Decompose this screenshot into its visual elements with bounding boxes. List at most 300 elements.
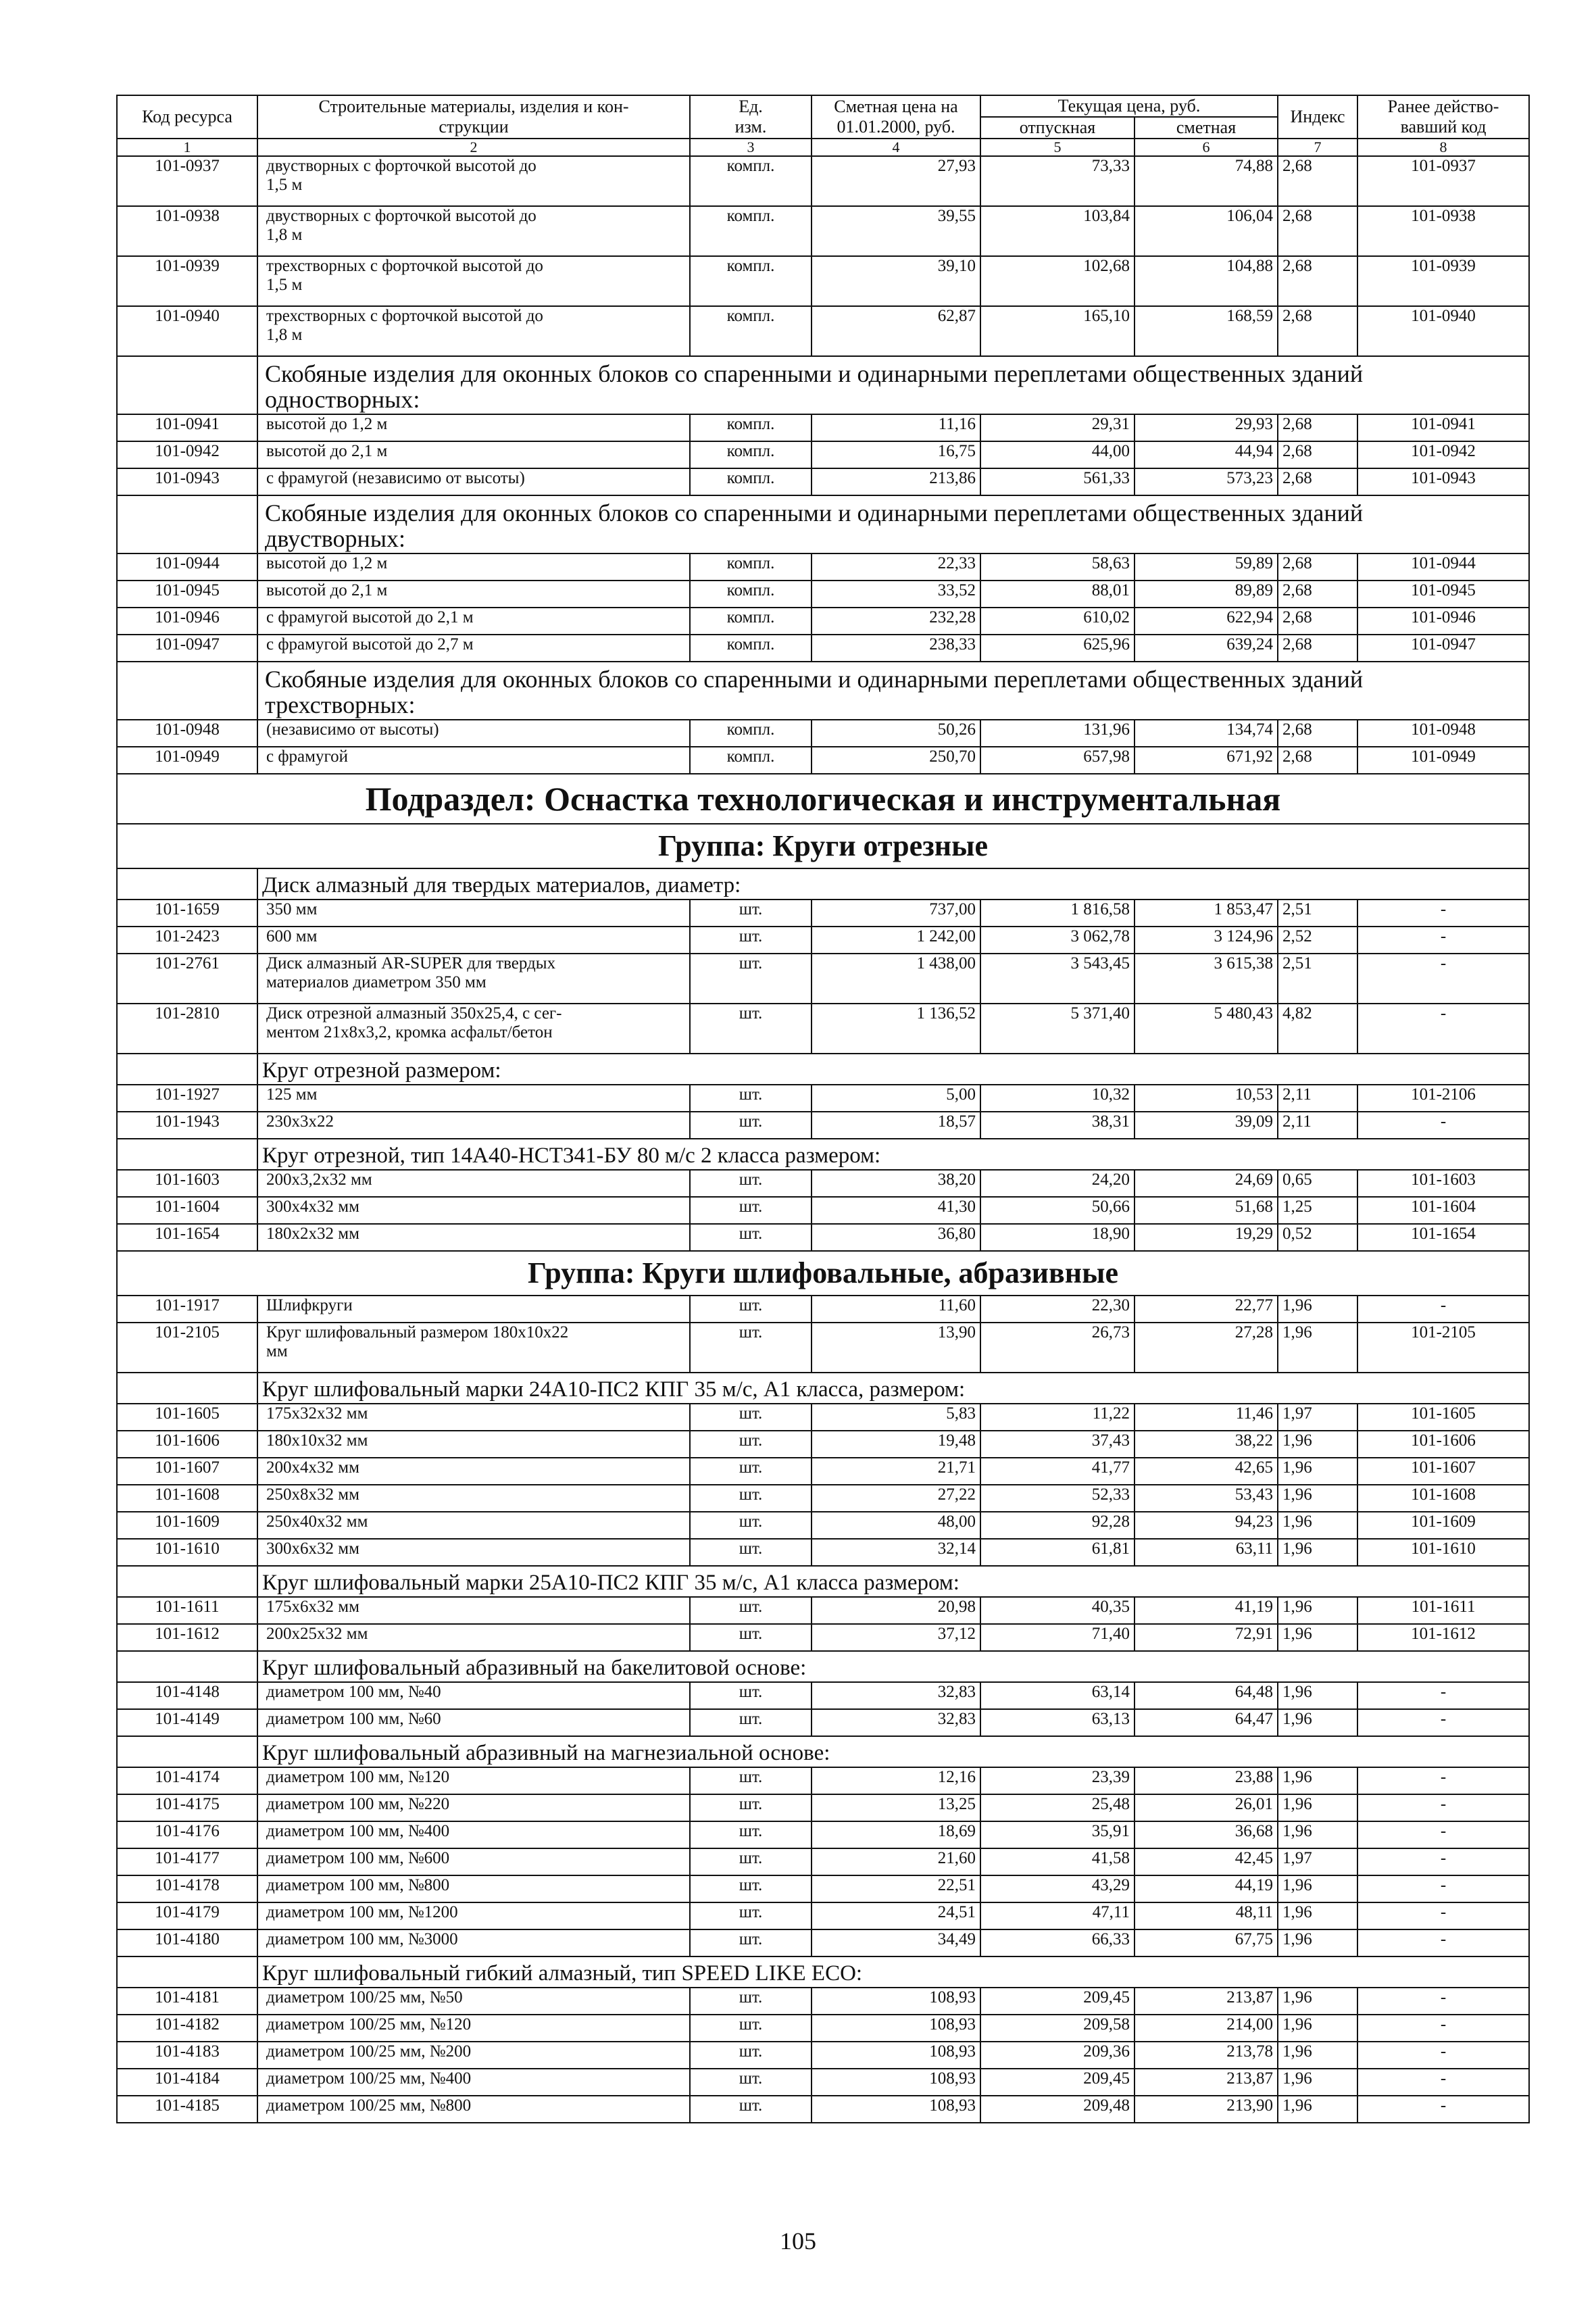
unit: шт. — [690, 2042, 812, 2069]
unit: шт. — [690, 954, 812, 1004]
previous-code: - — [1357, 927, 1529, 954]
release-price: 73,33 — [980, 156, 1134, 206]
estimate-price: 32,83 — [812, 1682, 980, 1709]
resource-code: 101-2105 — [117, 1323, 257, 1373]
smeta-price: 51,68 — [1134, 1197, 1278, 1224]
release-price: 11,22 — [980, 1404, 1134, 1431]
unit: шт. — [690, 1485, 812, 1512]
release-price: 66,33 — [980, 1929, 1134, 1956]
price-index: 2,68 — [1278, 206, 1357, 256]
unit: шт. — [690, 1682, 812, 1709]
smeta-price: 213,87 — [1134, 2069, 1278, 2096]
subgroup-title: Диск алмазный для твердых материалов, диаметр: — [257, 868, 1529, 900]
resource-code: 101-4184 — [117, 2069, 257, 2096]
smeta-price: 72,91 — [1134, 1624, 1278, 1651]
release-price: 92,28 — [980, 1512, 1134, 1539]
smeta-price: 67,75 — [1134, 1929, 1278, 1956]
caption-spacer — [117, 1139, 257, 1170]
resource-name-line: диаметром 100 мм, №600 — [266, 1849, 450, 1867]
unit: компл. — [690, 747, 812, 774]
resource-name — [257, 954, 690, 1004]
estimate-price: 32,83 — [812, 1709, 980, 1736]
price-index: 2,68 — [1278, 256, 1357, 306]
smeta-price: 104,88 — [1134, 256, 1278, 306]
resource-name — [257, 1170, 690, 1197]
smeta-price: 1 853,47 — [1134, 900, 1278, 927]
table-row — [117, 206, 1529, 256]
col-num: 2 — [257, 139, 690, 156]
price-index: 2,51 — [1278, 900, 1357, 927]
header-estimate-price: Сметная цена на 01.01.2000, руб. — [812, 95, 980, 139]
unit: компл. — [690, 306, 812, 356]
table-row — [117, 1224, 1529, 1251]
resource-name — [257, 2015, 690, 2042]
estimate-price: 108,93 — [812, 2096, 980, 2123]
caption-spacer — [117, 1736, 257, 1767]
unit: компл. — [690, 206, 812, 256]
subgroup-caption — [117, 1054, 1529, 1085]
resource-name-line: диаметром 100 мм, №60 — [266, 1710, 441, 1728]
caption-spacer — [117, 662, 257, 720]
release-price: 209,58 — [980, 2015, 1134, 2042]
previous-code: 101-1606 — [1357, 1431, 1529, 1458]
release-price: 657,98 — [980, 747, 1134, 774]
previous-code: - — [1357, 1929, 1529, 1956]
resource-name — [257, 306, 690, 356]
resource-code: 101-0947 — [117, 635, 257, 662]
price-index: 1,96 — [1278, 1821, 1357, 1848]
previous-code: 101-1612 — [1357, 1624, 1529, 1651]
unit: компл. — [690, 608, 812, 635]
resource-code: 101-0937 — [117, 156, 257, 206]
release-price: 38,31 — [980, 1112, 1134, 1139]
estimate-price: 1 242,00 — [812, 927, 980, 954]
resource-name-line: диаметром 100 мм, №400 — [266, 1822, 450, 1840]
estimate-price: 41,30 — [812, 1197, 980, 1224]
subgroup-title: Круг шлифовальный абразивный на бакелитовой основе: — [257, 1651, 1529, 1682]
resource-code: 101-4174 — [117, 1767, 257, 1794]
resource-code: 101-2423 — [117, 927, 257, 954]
release-price: 35,91 — [980, 1821, 1134, 1848]
smeta-price: 11,46 — [1134, 1404, 1278, 1431]
table-row — [117, 581, 1529, 608]
smeta-price: 94,23 — [1134, 1512, 1278, 1539]
subgroup-title: Круг шлифовальный марки 25А10-ПС2 КПГ 35 м/с, А1 класса размером: — [257, 1566, 1529, 1597]
price-table-page — [116, 95, 1528, 2123]
caption-line: Скобяные изделия для оконных блоков со спаренными и одинарными переплетами общественных зданий — [265, 499, 1364, 526]
table-row — [117, 1794, 1529, 1821]
resource-code: 101-0945 — [117, 581, 257, 608]
previous-code: 101-1605 — [1357, 1404, 1529, 1431]
resource-name-line: 1,8 м — [266, 326, 303, 344]
smeta-price: 19,29 — [1134, 1224, 1278, 1251]
price-index: 2,68 — [1278, 581, 1357, 608]
smeta-price: 48,11 — [1134, 1902, 1278, 1929]
resource-name — [257, 720, 690, 747]
smeta-price: 23,88 — [1134, 1767, 1278, 1794]
table-row — [117, 1902, 1529, 1929]
unit: шт. — [690, 1085, 812, 1112]
unit: шт. — [690, 1431, 812, 1458]
resource-code: 101-2761 — [117, 954, 257, 1004]
resource-code: 101-1607 — [117, 1458, 257, 1485]
caption-spacer — [117, 1373, 257, 1404]
resource-name-line: с фрамугой (независимо от высоты) — [266, 469, 525, 487]
resource-name — [257, 1624, 690, 1651]
resource-code: 101-0944 — [117, 553, 257, 581]
resource-code: 101-1608 — [117, 1485, 257, 1512]
unit: шт. — [690, 1224, 812, 1251]
release-price: 5 371,40 — [980, 1004, 1134, 1054]
table-body — [117, 156, 1529, 2123]
previous-code: - — [1357, 1848, 1529, 1875]
previous-code: 101-0942 — [1357, 441, 1529, 468]
price-index: 4,82 — [1278, 1004, 1357, 1054]
smeta-price: 38,22 — [1134, 1431, 1278, 1458]
resource-name-line: диаметром 100/25 мм, №200 — [266, 2042, 472, 2061]
unit: шт. — [690, 1624, 812, 1651]
price-index: 2,68 — [1278, 441, 1357, 468]
unit: шт. — [690, 1170, 812, 1197]
resource-code: 101-0941 — [117, 414, 257, 441]
unit: шт. — [690, 1004, 812, 1054]
unit: шт. — [690, 900, 812, 927]
caption-spacer — [117, 495, 257, 553]
table-row — [117, 306, 1529, 356]
smeta-price: 64,48 — [1134, 1682, 1278, 1709]
subgroup-caption — [117, 1566, 1529, 1597]
previous-code: - — [1357, 1682, 1529, 1709]
resource-name — [257, 2069, 690, 2096]
resource-name — [257, 581, 690, 608]
smeta-price: 168,59 — [1134, 306, 1278, 356]
smeta-price: 42,45 — [1134, 1848, 1278, 1875]
unit: шт. — [690, 1197, 812, 1224]
release-price: 22,30 — [980, 1296, 1134, 1323]
unit: компл. — [690, 441, 812, 468]
release-price: 50,66 — [980, 1197, 1134, 1224]
resource-name — [257, 256, 690, 306]
header-current-price: Текущая цена, руб. — [980, 95, 1278, 117]
col-num: 1 — [117, 139, 257, 156]
table-row — [117, 1875, 1529, 1902]
estimate-price: 13,90 — [812, 1323, 980, 1373]
smeta-price: 53,43 — [1134, 1485, 1278, 1512]
estimate-price: 37,12 — [812, 1624, 980, 1651]
estimate-price: 1 136,52 — [812, 1004, 980, 1054]
resource-code: 101-0939 — [117, 256, 257, 306]
previous-code: 101-1608 — [1357, 1485, 1529, 1512]
release-price: 10,32 — [980, 1085, 1134, 1112]
table-row — [117, 1821, 1529, 1848]
table-header — [117, 95, 1529, 156]
header-column-numbers — [117, 139, 1529, 156]
resource-name-line: 250х8х32 мм — [266, 1485, 359, 1504]
table-row — [117, 635, 1529, 662]
previous-code: - — [1357, 900, 1529, 927]
resource-name-line: 1,5 м — [266, 276, 303, 294]
previous-code: 101-1607 — [1357, 1458, 1529, 1485]
smeta-price: 3 124,96 — [1134, 927, 1278, 954]
smeta-price: 213,78 — [1134, 2042, 1278, 2069]
previous-code: 101-0941 — [1357, 414, 1529, 441]
release-price: 58,63 — [980, 553, 1134, 581]
price-index: 1,96 — [1278, 1624, 1357, 1651]
subsection-heading-title: Подраздел: Оснастка технологическая и инструментальная — [117, 774, 1529, 824]
release-price: 61,81 — [980, 1539, 1134, 1566]
resource-name — [257, 2042, 690, 2069]
resource-name-line: диаметром 100 мм, №800 — [266, 1876, 450, 1894]
estimate-price: 108,93 — [812, 1988, 980, 2015]
subgroup-caption — [117, 1139, 1529, 1170]
subgroup-title: Круг шлифовальный марки 24А10-ПС2 КПГ 35 м/с, А1 класса, размером: — [257, 1373, 1529, 1404]
subgroup-caption — [117, 1373, 1529, 1404]
subgroup-title: Круг шлифовальный абразивный на магнезиальной основе: — [257, 1736, 1529, 1767]
unit: шт. — [690, 1875, 812, 1902]
resource-name-line: 200х25х32 мм — [266, 1625, 368, 1643]
release-price: 3 543,45 — [980, 954, 1134, 1004]
resource-name — [257, 1197, 690, 1224]
header-index: Индекс — [1278, 95, 1357, 139]
resource-code: 101-4148 — [117, 1682, 257, 1709]
smeta-price: 639,24 — [1134, 635, 1278, 662]
table-row — [117, 1296, 1529, 1323]
estimate-price: 24,51 — [812, 1902, 980, 1929]
smeta-price: 44,19 — [1134, 1875, 1278, 1902]
price-index: 1,96 — [1278, 1709, 1357, 1736]
resource-code: 101-1606 — [117, 1431, 257, 1458]
smeta-price: 27,28 — [1134, 1323, 1278, 1373]
smeta-price: 59,89 — [1134, 553, 1278, 581]
release-price: 209,45 — [980, 2069, 1134, 2096]
resource-name-line: 350 мм — [266, 900, 318, 918]
release-price: 88,01 — [980, 581, 1134, 608]
col-num: 4 — [812, 139, 980, 156]
smeta-price: 134,74 — [1134, 720, 1278, 747]
previous-code: - — [1357, 1821, 1529, 1848]
col-num: 6 — [1134, 139, 1278, 156]
resource-code: 101-4182 — [117, 2015, 257, 2042]
resource-name-line: Круг шлифовальный размером 180х10х22 — [266, 1323, 569, 1341]
unit: шт. — [690, 1404, 812, 1431]
unit: шт. — [690, 1296, 812, 1323]
price-table — [116, 95, 1530, 2123]
previous-code: - — [1357, 1296, 1529, 1323]
release-price: 40,35 — [980, 1597, 1134, 1624]
estimate-price: 108,93 — [812, 2015, 980, 2042]
unit: шт. — [690, 1458, 812, 1485]
price-index: 1,96 — [1278, 1485, 1357, 1512]
release-price: 610,02 — [980, 608, 1134, 635]
table-row — [117, 608, 1529, 635]
resource-name-line: двустворных с форточкой высотой до — [266, 157, 537, 175]
price-index: 1,96 — [1278, 1929, 1357, 1956]
unit: шт. — [690, 1539, 812, 1566]
estimate-price: 27,22 — [812, 1485, 980, 1512]
release-price: 165,10 — [980, 306, 1134, 356]
caption-text — [257, 495, 1529, 553]
previous-code: 101-0939 — [1357, 256, 1529, 306]
unit: шт. — [690, 1821, 812, 1848]
smeta-price: 22,77 — [1134, 1296, 1278, 1323]
previous-code: - — [1357, 2096, 1529, 2123]
table-row — [117, 414, 1529, 441]
smeta-price: 5 480,43 — [1134, 1004, 1278, 1054]
table-row — [117, 1682, 1529, 1709]
estimate-price: 1 438,00 — [812, 954, 980, 1004]
resource-name-line: диаметром 100 мм, №1200 — [266, 1903, 458, 1921]
release-price: 209,45 — [980, 1988, 1134, 2015]
estimate-price: 5,83 — [812, 1404, 980, 1431]
price-index: 1,96 — [1278, 1323, 1357, 1373]
price-index: 1,96 — [1278, 1296, 1357, 1323]
resource-name-line: 175х32х32 мм — [266, 1404, 368, 1423]
resource-name — [257, 1431, 690, 1458]
resource-code: 101-1610 — [117, 1539, 257, 1566]
price-index: 1,96 — [1278, 1682, 1357, 1709]
group-heading — [117, 1251, 1529, 1296]
resource-name — [257, 1902, 690, 1929]
table-row — [117, 900, 1529, 927]
resource-name-line: Шлифкруги — [266, 1296, 353, 1314]
resource-name-line: 180х2х32 мм — [266, 1225, 359, 1243]
table-row — [117, 1929, 1529, 1956]
price-index: 2,11 — [1278, 1085, 1357, 1112]
col-num: 8 — [1357, 139, 1529, 156]
estimate-price: 39,10 — [812, 256, 980, 306]
header-smeta-price: сметная — [1134, 117, 1278, 139]
resource-code: 101-0946 — [117, 608, 257, 635]
unit: компл. — [690, 468, 812, 495]
price-index: 1,97 — [1278, 1848, 1357, 1875]
estimate-price: 32,14 — [812, 1539, 980, 1566]
release-price: 18,90 — [980, 1224, 1134, 1251]
resource-code: 101-0938 — [117, 206, 257, 256]
resource-name-line: диаметром 100 мм, №220 — [266, 1795, 450, 1813]
resource-name — [257, 1224, 690, 1251]
smeta-price: 89,89 — [1134, 581, 1278, 608]
category-caption — [117, 495, 1529, 553]
estimate-price: 737,00 — [812, 900, 980, 927]
table-row — [117, 1170, 1529, 1197]
unit: шт. — [690, 1902, 812, 1929]
price-index: 2,68 — [1278, 747, 1357, 774]
resource-name-line: с фрамугой высотой до 2,7 м — [266, 635, 474, 654]
release-price: 44,00 — [980, 441, 1134, 468]
resource-name — [257, 900, 690, 927]
estimate-price: 34,49 — [812, 1929, 980, 1956]
resource-code: 101-4181 — [117, 1988, 257, 2015]
unit: шт. — [690, 1767, 812, 1794]
resource-code: 101-1612 — [117, 1624, 257, 1651]
unit: шт. — [690, 2015, 812, 2042]
resource-code: 101-4175 — [117, 1794, 257, 1821]
estimate-price: 21,60 — [812, 1848, 980, 1875]
release-price: 209,36 — [980, 2042, 1134, 2069]
price-index: 2,11 — [1278, 1112, 1357, 1139]
resource-name — [257, 414, 690, 441]
table-row — [117, 1404, 1529, 1431]
release-price: 29,31 — [980, 414, 1134, 441]
release-price: 103,84 — [980, 206, 1134, 256]
group-heading — [117, 824, 1529, 868]
release-price: 209,48 — [980, 2096, 1134, 2123]
release-price: 1 816,58 — [980, 900, 1134, 927]
price-index: 2,68 — [1278, 468, 1357, 495]
header-previous-code: Ранее действо- вавший код — [1357, 95, 1529, 139]
smeta-price: 36,68 — [1134, 1821, 1278, 1848]
estimate-price: 62,87 — [812, 306, 980, 356]
estimate-price: 18,57 — [812, 1112, 980, 1139]
table-row — [117, 441, 1529, 468]
unit: компл. — [690, 635, 812, 662]
subgroup-caption — [117, 1736, 1529, 1767]
release-price: 63,14 — [980, 1682, 1134, 1709]
resource-name — [257, 1296, 690, 1323]
resource-code: 101-1603 — [117, 1170, 257, 1197]
resource-name — [257, 927, 690, 954]
resource-name-line: 300х6х32 мм — [266, 1540, 359, 1558]
release-price: 41,58 — [980, 1848, 1134, 1875]
resource-name — [257, 1512, 690, 1539]
release-price: 43,29 — [980, 1875, 1134, 1902]
price-index: 1,96 — [1278, 1539, 1357, 1566]
resource-name-line: 175х6х32 мм — [266, 1598, 359, 1616]
previous-code: - — [1357, 1112, 1529, 1139]
table-row — [117, 720, 1529, 747]
previous-code: 101-1603 — [1357, 1170, 1529, 1197]
price-index: 2,51 — [1278, 954, 1357, 1004]
previous-code: 101-1610 — [1357, 1539, 1529, 1566]
price-index: 1,96 — [1278, 1902, 1357, 1929]
price-index: 1,96 — [1278, 1767, 1357, 1794]
smeta-price: 573,23 — [1134, 468, 1278, 495]
resource-name — [257, 1323, 690, 1373]
previous-code: - — [1357, 1875, 1529, 1902]
resource-code: 101-4180 — [117, 1929, 257, 1956]
estimate-price: 39,55 — [812, 206, 980, 256]
table-row — [117, 1004, 1529, 1054]
resource-name-line: 1,8 м — [266, 226, 303, 244]
resource-code: 101-1659 — [117, 900, 257, 927]
table-row — [117, 1539, 1529, 1566]
resource-code: 101-4176 — [117, 1821, 257, 1848]
resource-code: 101-1609 — [117, 1512, 257, 1539]
previous-code: 101-2106 — [1357, 1085, 1529, 1112]
resource-code: 101-0948 — [117, 720, 257, 747]
price-index: 2,68 — [1278, 414, 1357, 441]
resource-code: 101-4185 — [117, 2096, 257, 2123]
resource-name — [257, 156, 690, 206]
table-row — [117, 2015, 1529, 2042]
resource-name-line: двустворных с форточкой высотой до — [266, 207, 537, 225]
resource-name — [257, 1988, 690, 2015]
subgroup-title: Круг отрезной размером: — [257, 1054, 1529, 1085]
estimate-price: 213,86 — [812, 468, 980, 495]
unit: шт. — [690, 1709, 812, 1736]
resource-name-line: ментом 21х8х3,2, кромка асфальт/бетон — [266, 1023, 553, 1041]
resource-code: 101-1927 — [117, 1085, 257, 1112]
resource-code: 101-0943 — [117, 468, 257, 495]
unit: компл. — [690, 156, 812, 206]
estimate-price: 16,75 — [812, 441, 980, 468]
resource-name-line: 200х3,2х32 мм — [266, 1171, 372, 1189]
unit: шт. — [690, 927, 812, 954]
resource-name — [257, 1929, 690, 1956]
resource-name-line: диаметром 100 мм, №40 — [266, 1683, 441, 1701]
previous-code: 101-0944 — [1357, 553, 1529, 581]
table-row — [117, 553, 1529, 581]
